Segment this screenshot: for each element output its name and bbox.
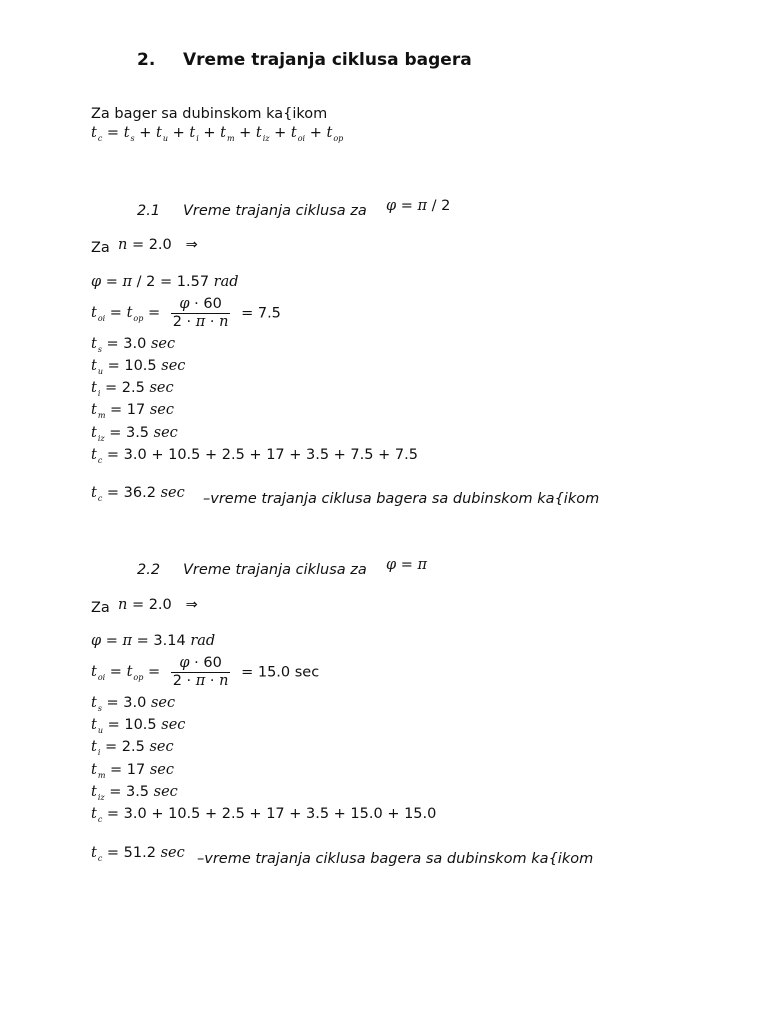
subsection-title: Vreme trajanja ciklusa za (183, 203, 367, 219)
equation-line: $t_{iz} = 3.5$ sec (91, 425, 178, 443)
toi-formula (91, 296, 281, 331)
fraction-numerator: φ · 60 (179, 655, 222, 671)
equation-line: $t_c = 3.0 + 10.5 + 2.5 + 17 + 3.5 + 7.5 + 7.5$ (91, 447, 418, 465)
phi-line: φ = π = 3.14 rad (91, 633, 216, 649)
total-value: $t_c = 36.2$ sec (91, 485, 185, 503)
total-description: –vreme trajanja ciklusa bagera sa dubinskom ka{ikom (203, 491, 600, 507)
n-value: n = 2.0 ⇒ (118, 237, 198, 253)
za-label: Za (91, 600, 110, 616)
za-label: Za (91, 240, 110, 256)
fraction-denominator: 2 · π · n (172, 314, 229, 330)
subsection-title: Vreme trajanja ciklusa za (183, 562, 367, 578)
fraction-numerator: φ · 60 (179, 296, 222, 312)
subsection-number: 2.1 (137, 203, 161, 219)
equation-line: $t_m = 17$ sec (91, 402, 175, 420)
n-value: n = 2.0 ⇒ (118, 597, 198, 613)
equation-line: $t_u = 10.5$ sec (91, 358, 186, 376)
toi-lhs: $t_{oi} = t_{op}$ = (91, 663, 161, 682)
fraction-denominator: 2 · π · n (172, 673, 229, 689)
toi-lhs: $t_{oi} = t_{op}$ = (91, 304, 161, 323)
section-number: 2. (137, 50, 156, 70)
equation-line: $t_c = 3.0 + 10.5 + 2.5 + 17 + 3.5 + 15.0 + 15.0$ (91, 806, 437, 824)
phi-line: φ = π / 2 = 1.57 rad (91, 274, 239, 290)
subsection-angle: φ = π / 2 (386, 198, 451, 214)
intro-text: Za bager sa dubinskom ka{ikom (91, 106, 328, 122)
fraction (171, 655, 231, 690)
equation-line: $t_i = 2.5$ sec (91, 380, 174, 398)
toi-result: = 15.0 sec (241, 664, 320, 681)
subsection-angle: φ = π (386, 557, 428, 573)
total-value: $t_c = 51.2$ sec (91, 845, 185, 863)
general-formula: $t_c = t_s + t_u + t_i + t_m + t_{iz} + t_{oi} + t_{op}$ (91, 125, 344, 143)
toi-result: = 7.5 (241, 305, 281, 322)
subsection-number: 2.2 (137, 562, 161, 578)
toi-formula (91, 655, 319, 690)
equation-line: $t_i = 2.5$ sec (91, 739, 174, 757)
equation-line: $t_u = 10.5$ sec (91, 717, 186, 735)
equation-line: $t_m = 17$ sec (91, 762, 175, 780)
total-description: –vreme trajanja ciklusa bagera sa dubinskom ka{ikom (197, 851, 594, 867)
page-title: Vreme trajanja ciklusa bagera (183, 50, 472, 70)
fraction (171, 296, 231, 331)
equation-line: $t_s = 3.0$ sec (91, 336, 176, 354)
equation-line: $t_s = 3.0$ sec (91, 695, 176, 713)
equation-line: $t_{iz} = 3.5$ sec (91, 784, 178, 802)
